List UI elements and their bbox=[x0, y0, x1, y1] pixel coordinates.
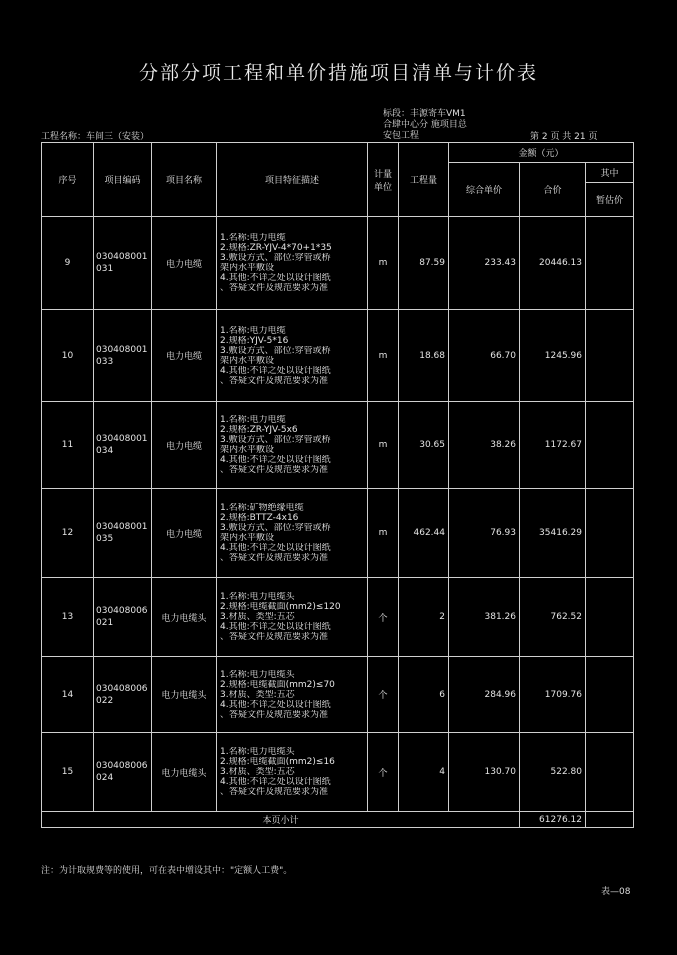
row-qty: 6 bbox=[399, 657, 449, 733]
row-features bbox=[217, 402, 368, 489]
row-seq: 11 bbox=[42, 402, 94, 489]
table-row bbox=[42, 657, 634, 733]
feature-line: 2.规格:电缆截面(mm2)≤120 bbox=[220, 602, 341, 612]
row-provisional bbox=[586, 402, 634, 489]
row-qty: 87.59 bbox=[399, 217, 449, 310]
feature-line: 2.规格:BTTZ-4x16 bbox=[220, 513, 299, 523]
row-provisional bbox=[586, 733, 634, 812]
feature-line: 架内水平敷设 bbox=[220, 355, 275, 366]
row-total: 1172.67 bbox=[520, 402, 586, 489]
row-seq: 14 bbox=[42, 657, 94, 733]
col-qty: 工程量 bbox=[399, 143, 449, 217]
row-unit: 个 bbox=[368, 578, 399, 657]
row-total: 1709.76 bbox=[520, 657, 586, 733]
row-seq: 15 bbox=[42, 733, 94, 812]
col-seq: 序号 bbox=[42, 143, 94, 217]
row-provisional bbox=[586, 310, 634, 402]
page-info: 第 2 页 共 21 页 bbox=[530, 132, 598, 142]
row-features bbox=[217, 489, 368, 578]
subtotal-provisional bbox=[586, 812, 634, 828]
feature-line: 、答疑文件及规范要求为准 bbox=[220, 283, 329, 293]
feature-line: 架内水平敷设 bbox=[220, 445, 275, 455]
feature-line: 、答疑文件及规范要求为准 bbox=[220, 632, 329, 642]
row-qty: 462.44 bbox=[399, 489, 449, 578]
subtotal-label: 本页小计 bbox=[42, 812, 520, 828]
row-unit: m bbox=[368, 402, 399, 489]
row-total: 762.52 bbox=[520, 578, 586, 657]
page-code: 表—08 bbox=[601, 887, 631, 897]
col-provisional: 暂估价 bbox=[586, 183, 634, 217]
feature-line: 、答疑文件及规范要求为准 bbox=[220, 553, 329, 563]
feature-line: 2.规格:YJV-5*16 bbox=[220, 335, 289, 346]
feature-line: 3.材质、类型:五芯 bbox=[220, 767, 295, 777]
row-provisional bbox=[586, 217, 634, 310]
row-unit-price: 233.43 bbox=[449, 217, 520, 310]
feature-line: 架内水平敷设 bbox=[220, 263, 275, 273]
row-total: 522.80 bbox=[520, 733, 586, 812]
row-unit: m bbox=[368, 310, 399, 402]
row-unit: 个 bbox=[368, 657, 399, 733]
feature-line: 1.名称:电力电缆 bbox=[220, 325, 286, 336]
row-total: 20446.13 bbox=[520, 217, 586, 310]
row-qty: 18.68 bbox=[399, 310, 449, 402]
table-row bbox=[42, 733, 634, 812]
col-total: 合价 bbox=[520, 163, 586, 217]
col-features: 项目特征描述 bbox=[217, 143, 368, 217]
section-line-2: 合肆中心分 施项目总 bbox=[383, 120, 467, 130]
feature-line: 4.其他:不详之处以设计图纸 bbox=[220, 622, 331, 632]
feature-line: 4.其他:不详之处以设计图纸 bbox=[220, 365, 331, 376]
col-amount: 金额（元） bbox=[449, 143, 634, 163]
row-unit-price: 130.70 bbox=[449, 733, 520, 812]
footnote: 注：为计取规费等的使用，可在表中增设其中："定额人工费"。 bbox=[41, 866, 293, 876]
row-unit: m bbox=[368, 489, 399, 578]
feature-line: 3.敷设方式、部位:穿管或桥 bbox=[220, 523, 331, 533]
feature-line: 2.规格:电缆截面(mm2)≤70 bbox=[220, 679, 335, 690]
feature-line: 1.名称:电力电缆 bbox=[220, 415, 286, 425]
feature-line: 1.名称:电力电缆头 bbox=[220, 747, 295, 757]
feature-line: 4.其他:不详之处以设计图纸 bbox=[220, 543, 331, 553]
row-code: 030408001031 bbox=[94, 217, 152, 310]
row-total: 35416.29 bbox=[520, 489, 586, 578]
feature-line: 2.规格:ZR-YJV-5x6 bbox=[220, 425, 298, 435]
row-features bbox=[217, 733, 368, 812]
feature-line: 4.其他:不详之处以设计图纸 bbox=[220, 455, 331, 465]
col-of-which: 其中 bbox=[586, 163, 634, 183]
col-name: 项目名称 bbox=[152, 143, 217, 217]
row-name: 电力电缆头 bbox=[152, 657, 217, 733]
row-qty: 30.65 bbox=[399, 402, 449, 489]
row-code: 030408006021 bbox=[94, 578, 152, 657]
col-unit: 计量单位 bbox=[368, 143, 399, 217]
row-name: 电力电缆 bbox=[152, 402, 217, 489]
subtotal-row bbox=[42, 812, 634, 828]
feature-line: 4.其他:不详之处以设计图纸 bbox=[220, 273, 331, 283]
row-seq: 10 bbox=[42, 310, 94, 402]
row-provisional bbox=[586, 657, 634, 733]
feature-line: 3.敷设方式、部位:穿管或桥 bbox=[220, 345, 331, 356]
table-row bbox=[42, 217, 634, 310]
row-features bbox=[217, 657, 368, 733]
row-provisional bbox=[586, 489, 634, 578]
row-seq: 12 bbox=[42, 489, 94, 578]
row-seq: 9 bbox=[42, 217, 94, 310]
row-qty: 2 bbox=[399, 578, 449, 657]
feature-line: 1.名称:电力电缆头 bbox=[220, 669, 295, 680]
feature-line: 1.名称:矿物绝缘电缆 bbox=[220, 503, 304, 513]
row-provisional bbox=[586, 578, 634, 657]
feature-line: 、答疑文件及规范要求为准 bbox=[220, 709, 329, 720]
row-name: 电力电缆头 bbox=[152, 578, 217, 657]
feature-line: 3.材质、类型:五芯 bbox=[220, 689, 295, 700]
row-unit-price: 38.26 bbox=[449, 402, 520, 489]
feature-line: 4.其他:不详之处以设计图纸 bbox=[220, 777, 331, 787]
row-features bbox=[217, 217, 368, 310]
row-qty: 4 bbox=[399, 733, 449, 812]
row-unit: 个 bbox=[368, 733, 399, 812]
row-unit: m bbox=[368, 217, 399, 310]
row-name: 电力电缆头 bbox=[152, 733, 217, 812]
row-unit-price: 76.93 bbox=[449, 489, 520, 578]
page-title: 分部分项工程和单价措施项目清单与计价表 bbox=[138, 62, 538, 84]
row-code: 030408001034 bbox=[94, 402, 152, 489]
table-row bbox=[42, 310, 634, 402]
row-seq: 13 bbox=[42, 578, 94, 657]
row-code: 030408006022 bbox=[94, 657, 152, 733]
table-row bbox=[42, 578, 634, 657]
subtotal-total: 61276.12 bbox=[520, 812, 586, 828]
feature-line: 1.名称:电力电缆头 bbox=[220, 592, 295, 602]
feature-line: 3.敷设方式、部位:穿管或桥 bbox=[220, 253, 331, 263]
project-name: 工程名称：车间三（安装） bbox=[41, 132, 150, 142]
feature-line: 2.规格:电缆截面(mm2)≤16 bbox=[220, 757, 335, 767]
feature-line: 3.敷设方式、部位:穿管或桥 bbox=[220, 435, 331, 445]
row-code: 030408006024 bbox=[94, 733, 152, 812]
feature-line: 、答疑文件及规范要求为准 bbox=[220, 375, 329, 386]
col-unit-price: 综合单价 bbox=[449, 163, 520, 217]
row-features bbox=[217, 310, 368, 402]
feature-line: 、答疑文件及规范要求为准 bbox=[220, 787, 329, 797]
feature-line: 1.名称:电力电缆 bbox=[220, 233, 286, 243]
feature-line: 3.材质、类型:五芯 bbox=[220, 612, 295, 622]
pricing-table bbox=[41, 142, 634, 828]
section-line-1: 标段：丰源寄车VM1 bbox=[383, 109, 466, 119]
row-unit-price: 381.26 bbox=[449, 578, 520, 657]
feature-line: 4.其他:不详之处以设计图纸 bbox=[220, 699, 331, 710]
row-name: 电力电缆 bbox=[152, 489, 217, 578]
row-unit-price: 284.96 bbox=[449, 657, 520, 733]
row-code: 030408001033 bbox=[94, 310, 152, 402]
row-unit-price: 66.70 bbox=[449, 310, 520, 402]
row-name: 电力电缆 bbox=[152, 310, 217, 402]
col-code: 项目编码 bbox=[94, 143, 152, 217]
feature-line: 2.规格:ZR-YJV-4*70+1*35 bbox=[220, 243, 332, 253]
row-features bbox=[217, 578, 368, 657]
feature-line: 架内水平敷设 bbox=[220, 533, 275, 543]
table-row bbox=[42, 402, 634, 489]
section-line-3: 安包工程 bbox=[383, 131, 420, 141]
row-code: 030408001035 bbox=[94, 489, 152, 578]
row-name: 电力电缆 bbox=[152, 217, 217, 310]
table-row bbox=[42, 489, 634, 578]
row-total: 1245.96 bbox=[520, 310, 586, 402]
feature-line: 、答疑文件及规范要求为准 bbox=[220, 465, 329, 475]
